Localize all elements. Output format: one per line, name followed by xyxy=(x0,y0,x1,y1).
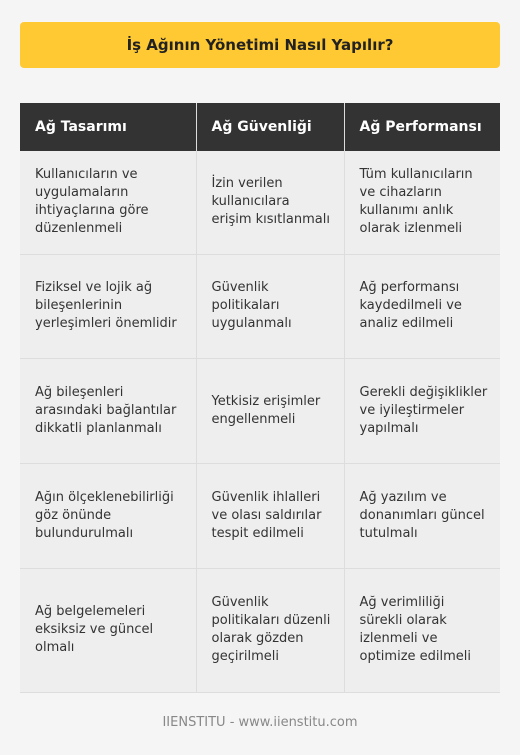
table-cell: Ağın ölçeklenebilirliği göz önünde bulundurulmalı xyxy=(20,463,196,568)
comparison-table-container xyxy=(20,103,500,693)
table-row xyxy=(20,151,500,254)
header-network-security: Ağ Güvenliği xyxy=(196,103,344,151)
table-cell: Ağ bileşenleri arasındaki bağlantılar dikkatli planlanmalı xyxy=(20,358,196,463)
header-network-performance: Ağ Performansı xyxy=(344,103,500,151)
comparison-table xyxy=(20,103,500,693)
table-row xyxy=(20,463,500,568)
table-header-row xyxy=(20,103,500,151)
page-title: İş Ağının Yönetimi Nasıl Yapılır? xyxy=(126,36,394,54)
table-cell: Kullanıcıların ve uygulamaların ihtiyaçlarına göre düzenlenmeli xyxy=(20,151,196,254)
table-row xyxy=(20,568,500,692)
header-network-design: Ağ Tasarımı xyxy=(20,103,196,151)
table-cell: Güvenlik politikaları düzenli olarak gözden geçirilmeli xyxy=(196,568,344,692)
footer-credit: IIENSTITU - www.iienstitu.com xyxy=(162,715,358,730)
table-cell: Ağ verimliliği sürekli olarak izlenmeli ve optimize edilmeli xyxy=(344,568,500,692)
table-cell: Ağ belgelemeleri eksiksiz ve güncel olmalı xyxy=(20,568,196,692)
table-cell: Yetkisiz erişimler engellenmeli xyxy=(196,358,344,463)
table-cell: Tüm kullanıcıların ve cihazların kullanımı anlık olarak izlenmeli xyxy=(344,151,500,254)
table-cell: Gerekli değişiklikler ve iyileştirmeler yapılmalı xyxy=(344,358,500,463)
table-cell: Güvenlik ihlalleri ve olası saldırılar tespit edilmeli xyxy=(196,463,344,568)
title-banner xyxy=(20,22,500,68)
table-cell: Ağ yazılım ve donanımları güncel tutulmalı xyxy=(344,463,500,568)
table-row xyxy=(20,254,500,358)
table-cell: Güvenlik politikaları uygulanmalı xyxy=(196,254,344,358)
table-cell: İzin verilen kullanıcılara erişim kısıtlanmalı xyxy=(196,151,344,254)
table-cell: Fiziksel ve lojik ağ bileşenlerinin yerleşimleri önemlidir xyxy=(20,254,196,358)
table-row xyxy=(20,358,500,463)
table-cell: Ağ performansı kaydedilmeli ve analiz edilmeli xyxy=(344,254,500,358)
